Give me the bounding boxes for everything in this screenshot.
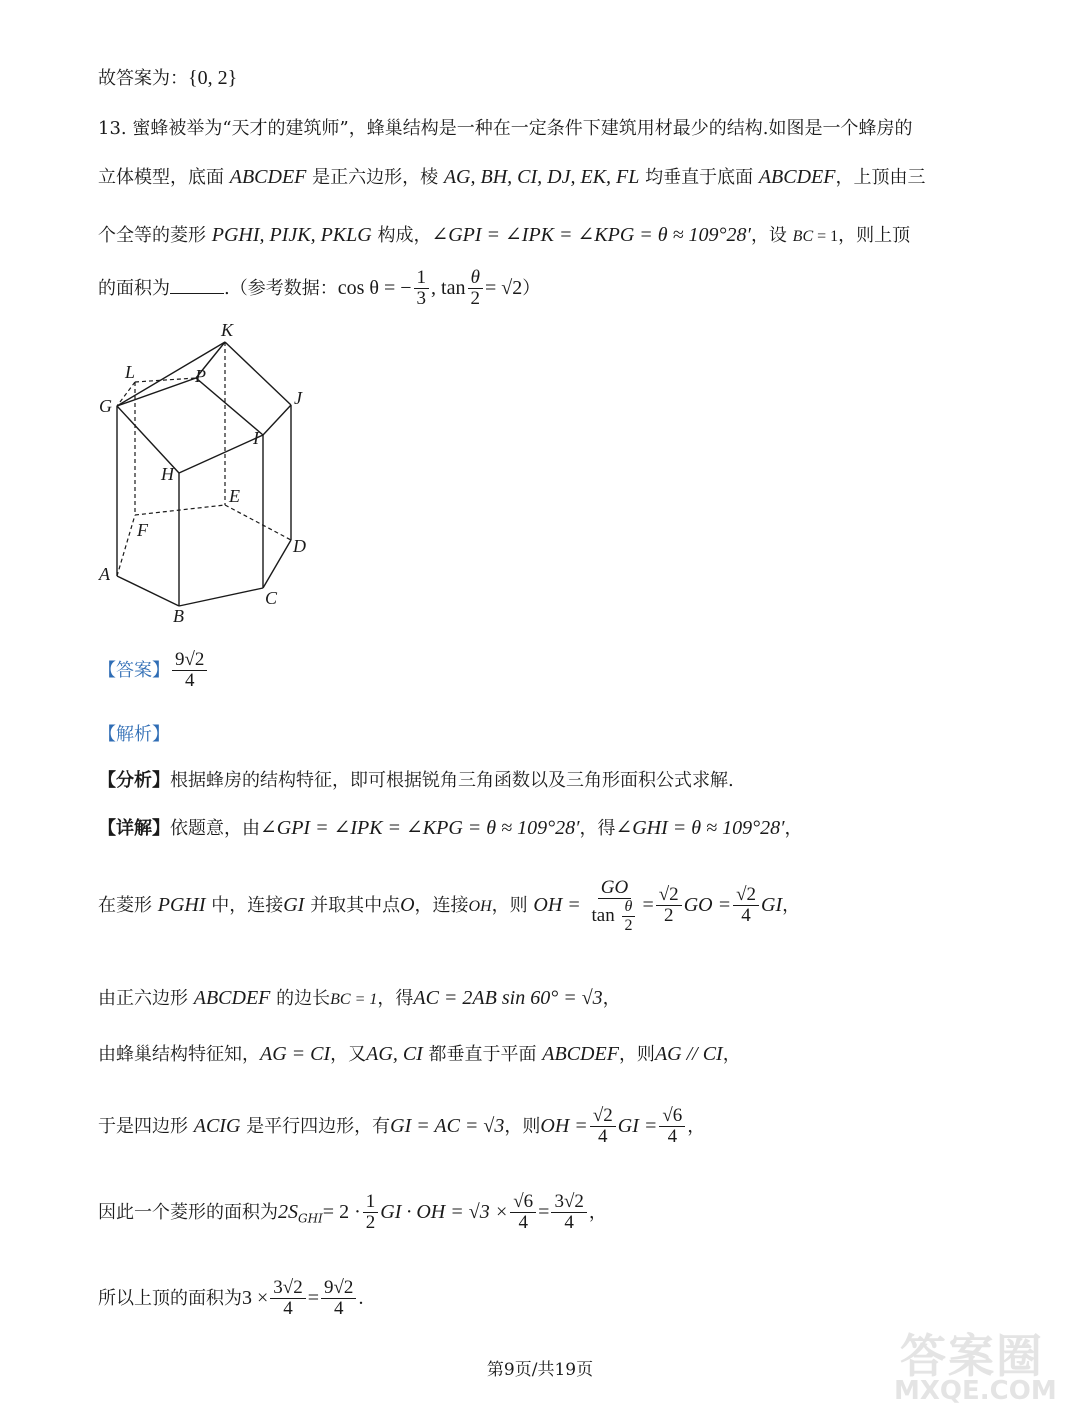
watermark-logo <box>890 1318 1070 1408</box>
q13-hexagon-name: ABCDEF <box>229 166 307 188</box>
previous-answer-line <box>98 66 237 90</box>
analysis-line <box>98 724 170 746</box>
edge-AB <box>117 576 179 606</box>
analysis-tag: 【解析】 <box>98 724 170 745</box>
xiangjie-line-4: 由蜂巢结构特征知，AG = CI，又AG, CI 都垂直于平面 ABCDEF，则AG // CI， <box>98 1043 741 1065</box>
q13-angle-condition: ∠GPI = ∠IPK = ∠KPG = θ ≈ 109°28′ <box>431 224 751 246</box>
q13-text-4f: ） <box>522 277 541 299</box>
xj-angle-condition: ∠GPI = ∠IPK = ∠KPG = θ ≈ 109°28′ <box>260 817 580 839</box>
edge-HI <box>179 435 263 473</box>
label-G: G <box>99 396 112 416</box>
q13-text-1: 13. 蜜蜂被举为“天才的建筑师”，蜂巢结构是一种在一定条件下建筑用材最少的结构.如图是一个蜂房的 <box>98 118 913 139</box>
edge-CD <box>263 540 291 588</box>
edge-IP <box>196 378 263 435</box>
question-13-line-3 <box>98 223 910 247</box>
label-J: J <box>294 388 302 408</box>
fraction-sqrt2-over-2: $\frac{√2}{2}$ <box>656 885 682 927</box>
q13-text-3c: 构成， <box>371 225 432 246</box>
q13-bc: BC <box>792 228 814 245</box>
q13-tan-value: = √2 <box>484 276 523 299</box>
answer-fraction: $\frac{9√2}{4}$ <box>172 650 207 692</box>
edge-ED <box>225 505 291 540</box>
q13-edges: AG, BH, CI, DJ, EK, FL <box>443 166 640 188</box>
honeycomb-cell-figure <box>95 320 325 630</box>
xj-oh-expr: OH = <box>533 894 581 917</box>
q13-text-3e: ，设 <box>750 225 793 246</box>
fenxi-text: 根据蜂房的结构特征，即可根据锐角三角函数以及三角形面积公式求解. <box>170 770 734 791</box>
edge-GH <box>117 406 179 473</box>
q13-bc-value: = 1 <box>813 228 839 245</box>
label-D: D <box>293 536 306 556</box>
answer-line <box>98 650 209 692</box>
q13-cos: cos θ = − <box>337 276 412 299</box>
edge-FE <box>135 505 225 515</box>
label-C: C <box>265 588 278 608</box>
q13-text-3a: 个全等的菱形 <box>98 225 212 246</box>
fraction-sqrt2-over-4: $\frac{√2}{4}$ <box>733 885 759 927</box>
q13-text-2c: 是正六边形，棱 <box>306 167 444 188</box>
question-13-line-4 <box>98 268 540 310</box>
question-13-line-1 <box>98 118 912 140</box>
edge-KJ <box>225 342 291 405</box>
xj-angle-GHI: ∠GHI = θ ≈ 109°28′ <box>615 817 785 839</box>
label-P: P <box>195 366 206 386</box>
label-H: H <box>161 464 174 484</box>
q13-text-2e: 均垂直于底面 <box>639 167 759 188</box>
q13-text-2g: ，上顶由三 <box>835 167 926 188</box>
page-footer: 第9页/共19页 <box>486 1360 594 1380</box>
xiangjie-line-3: 由正六边形 ABCDEF 的边长BC = 1，得AC = 2AB sin 60° = √3， <box>98 987 621 1009</box>
answer-tag: 【答案】 <box>98 659 170 681</box>
q13-text-2a: 立体模型，底面 <box>98 167 230 188</box>
q13-base-name: ABCDEF <box>758 166 836 188</box>
fenxi-tag: 【分析】 <box>98 770 170 791</box>
previous-answer-set: {0, 2} <box>188 67 238 89</box>
xiangjie-line-5: 于是四边形 ACIG 是平行四边形，有GI = AC = √3，则OH = $\frac{√2}{4}$ GI = $\frac{√6}{4}$ ， <box>98 1105 706 1147</box>
edge-BC <box>179 588 263 606</box>
label-B: B <box>173 606 184 626</box>
fraction-go-over-tan: GO tan $\frac{\theta}{2}$ <box>589 878 641 934</box>
answer-blank <box>170 275 224 294</box>
fraction-one-third: $\frac{1}{3}$ <box>414 268 430 310</box>
q13-tan: , tan <box>431 276 466 299</box>
xiangjie-line-7: 所以上顶的面积为3 × $\frac{3√2}{4}$ = $\frac{9√2}{4}$ . <box>98 1277 364 1319</box>
label-L: L <box>125 362 136 382</box>
edge-AF <box>117 515 135 576</box>
q13-text-3h: ，则上顶 <box>838 225 911 246</box>
question-13-line-2 <box>98 165 926 189</box>
xiangjie-line-2: 在菱形 PGHI 中，连接GI 并取其中点O，连接OH，则 OH = GO tan $\frac{\theta}{2}$ = $\frac{√2}{2}$ GO = $\frac{√2}{4}$ GI， <box>98 877 801 934</box>
watermark-top-text: 答案圈 <box>900 1329 1044 1383</box>
fenxi-line <box>98 770 734 792</box>
q13-text-4a: 的面积为 <box>98 277 170 299</box>
xiangjie-tag: 【详解】 <box>98 818 170 839</box>
previous-answer-label: 故答案为： <box>98 68 188 89</box>
xiangjie-line-6: 因此一个菱形的面积为$2S_{GHI}= 2$ · $\frac{1}{2}$ GI · OH = √3 × $\frac{√6}{4}$ = $\frac{3√2}{4}$ ， <box>98 1191 607 1233</box>
q13-rhombi: PGHI, PIJK, PKLG <box>211 224 372 246</box>
xiangjie-line-1: 【详解】依题意，由∠GPI = ∠IPK = ∠KPG = θ ≈ 109°28′，得∠GHI = θ ≈ 109°28′， <box>98 817 803 839</box>
watermark-bottom-text: MXQE.COM <box>894 1376 1057 1406</box>
label-F: F <box>137 520 148 540</box>
q13-text-4b: .（参考数据： <box>224 277 338 299</box>
label-E: E <box>229 486 240 506</box>
label-I: I <box>253 428 259 448</box>
label-K: K <box>221 320 234 340</box>
edge-JI <box>263 405 291 435</box>
fraction-theta-half: $\frac{\theta}{2}$ <box>467 268 483 310</box>
label-A: A <box>99 564 110 584</box>
